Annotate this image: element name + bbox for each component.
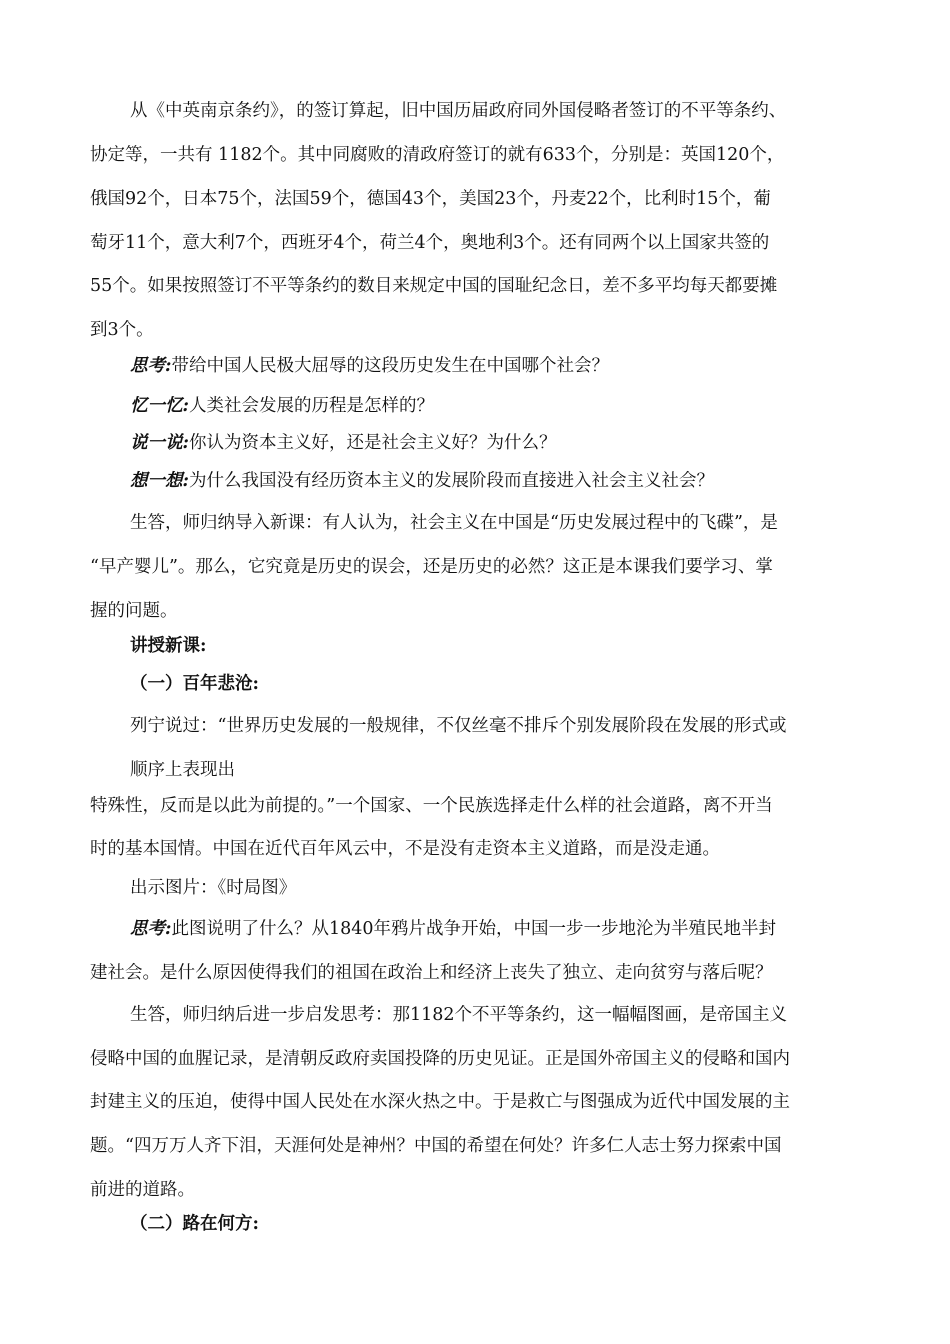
question-text: 为什么我国没有经历资本主义的发展阶段而直接进入社会主义社会？ [188, 471, 714, 491]
question-recall [130, 395, 434, 417]
paragraph-line: 前进的道路。 [90, 1180, 195, 1200]
question-text: 带给中国人民极大屈辱的这段历史发生在中国哪个社会？ [171, 356, 609, 376]
paragraph-line: 握的问题。 [90, 601, 178, 621]
paragraph-line: 侵略中国的血腥记录，是清朝反政府卖国投降的历史见证。正是国外帝国主义的侵略和国内 [90, 1049, 790, 1069]
paragraph-line: “早产婴儿”。那么，它究竟是历史的误会，还是历史的必然？这正是本课我们要学习、掌 [90, 557, 773, 577]
question-text: 人类社会发展的历程是怎样的？ [188, 396, 434, 416]
question-think-2 [130, 918, 776, 940]
paragraph-line: 从《中英南京条约》，的签订算起，旧中国历届政府同外国侵略者签订的不平等条约、 [130, 101, 787, 121]
paragraph-line: 顺序上表现出 [130, 760, 235, 780]
heading-new-lesson: 讲授新课: [130, 636, 207, 656]
section-heading-2: （二）路在何方: [130, 1214, 259, 1234]
paragraph-line: 题。“四万万人齐下泪，天涯何处是神州？中国的希望在何处？许多仁人志士努力探索中国 [90, 1136, 782, 1156]
paragraph-line: 生答，师归纳导入新课：有人认为，社会主义在中国是“历史发展过程中的飞碟”，是 [130, 513, 778, 533]
paragraph-line: 列宁说过：“世界历史发展的一般规律，不仅丝毫不排斥个别发展阶段在发展的形式或 [130, 716, 787, 736]
section-heading-1: （一）百年悲沧: [130, 674, 259, 694]
question-label: 忆一忆: [130, 396, 189, 416]
question-discuss [130, 432, 556, 454]
question-label: 思考: [130, 919, 172, 939]
paragraph-line: 55个。如果按照签订不平等条约的数目来规定中国的国耻纪念日，差不多平均每天都要摊 [90, 276, 778, 296]
question-text: 此图说明了什么？从1840年鸦片战争开始，中国一步一步地沦为半殖民地半封 [171, 919, 777, 939]
question-text: 你认为资本主义好，还是社会主义好？为什么？ [188, 433, 557, 453]
question-think [130, 355, 609, 377]
question-consider [130, 470, 714, 492]
paragraph-line: 俄国92个，日本75个，法国59个，德国43个，美国23个，丹麦22个，比利时15个，葡 [90, 189, 771, 209]
paragraph-line: 建社会。是什么原因使得我们的祖国在政治上和经济上丧失了独立、走向贫穷与落后呢？ [90, 963, 773, 983]
paragraph-line: 封建主义的压迫，使得中国人民处在水深火热之中。于是救亡与图强成为近代中国发展的主 [90, 1092, 790, 1112]
paragraph-line: 萄牙11个，意大利7个，西班牙4个，荷兰4个，奥地利3个。还有同两个以上国家共签的 [90, 233, 770, 253]
question-label: 想一想: [130, 471, 189, 491]
paragraph-line: 特殊性，反而是以此为前提的。”一个国家、一个民族选择走什么样的社会道路，离不开当 [90, 796, 773, 816]
question-label: 说一说: [130, 433, 189, 453]
show-picture-line: 出示图片：《时局图》 [130, 878, 297, 898]
paragraph-line: 时的基本国情。中国在近代百年风云中，不是没有走资本主义道路，而是没走通。 [90, 839, 720, 859]
paragraph-line: 协定等，一共有 1182个。其中同腐败的清政府签订的就有633个，分别是：英国120个， [90, 145, 785, 165]
paragraph-line: 到3个。 [90, 320, 154, 340]
question-label: 思考: [130, 356, 172, 376]
paragraph-line: 生答，师归纳后进一步启发思考：那1182个不平等条约，这一幅幅图画，是帝国主义 [130, 1005, 788, 1025]
